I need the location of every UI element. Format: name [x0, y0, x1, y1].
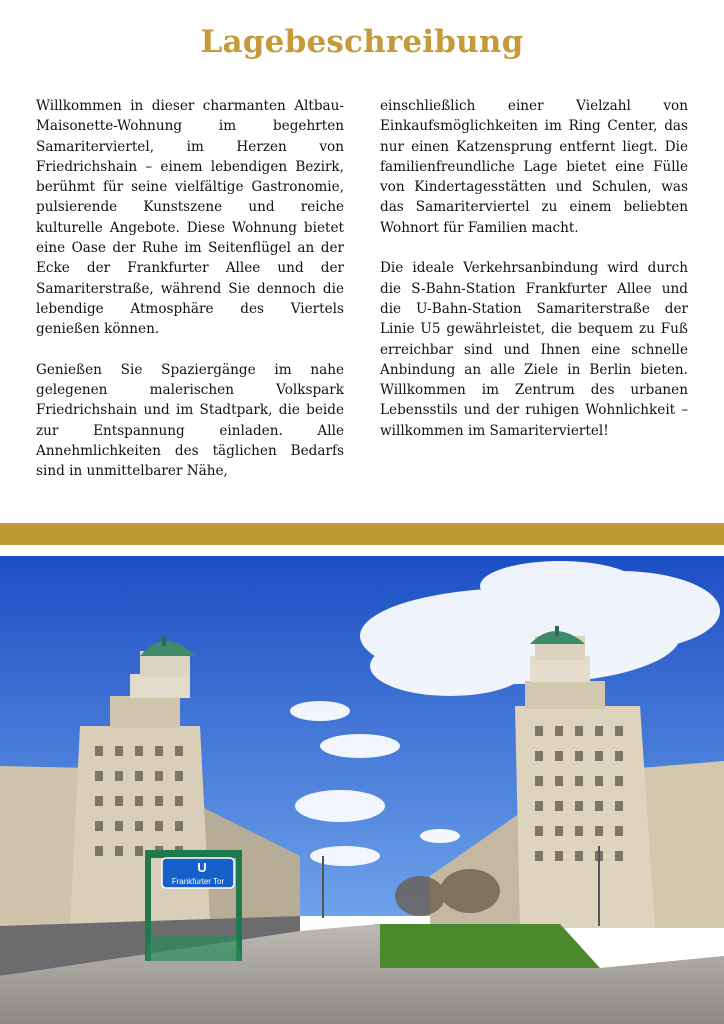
location-photo [0, 556, 724, 1024]
text-column-left [36, 96, 344, 502]
paragraph: einschließlich einer Vielzahl von Einkaufsmöglichkeiten im Ring Center, das nur einen Katzensprung entfernt liegt. Die familienfreundliche Lage bietet eine Fülle von Kindertagesstätten und Schulen, was das Samariterviertel zu einem beliebten Wohnort für Familien macht. [380, 98, 688, 236]
ubahn-sign-text: Frankfurter Tor [171, 877, 225, 886]
paragraph: Die ideale Verkehrsanbindung wird durch die S-Bahn-Station Frankfurter Allee und die U-Bahn-Station Samariterstraße der Linie U5 gewährleistet, die bequem zu Fuß erreichbar sind und Ihnen eine schnelle Anbindung an alle Ziele in Berlin bieten. Willkommen im Zentrum des urbanen Lebensstils und der ruhigen Wohnlichkeit – willkommen im Samariterviertel! [380, 260, 688, 439]
page-title: Lagebeschreibung [200, 24, 524, 60]
divider-bar [0, 523, 724, 545]
photo-illustration [0, 556, 724, 1024]
paragraph: Genießen Sie Spaziergänge im nahe gelegenen malerischen Volkspark Friedrichshain und im Stadtpark, die beide zur Entspannung einladen. Alle Annehmlichkeiten des täglichen Bedarfs sind in unmittelbarer Nähe, [36, 361, 344, 480]
grass [375, 924, 600, 968]
text-column-right [380, 96, 688, 461]
paragraph: Willkommen in dieser charmanten Altbau-Maisonette-Wohnung im begehrten Samariterviertel, im Herzen von Friedrichshain – einem lebendigen Bezirk, berühmt für seine vielfältige Gastronomie, pulsierende Kunstszene und reiche kulturelle Angebote. Diese Wohnung bietet eine Oase der Ruhe im Seitenflügel an der Ecke der Frankfurter Allee und der Samariterstraße, während Sie dennoch die lebendige Atmosphäre des Viertels genießen können. [36, 98, 344, 338]
ubahn-sign-letter: U [197, 860, 207, 875]
